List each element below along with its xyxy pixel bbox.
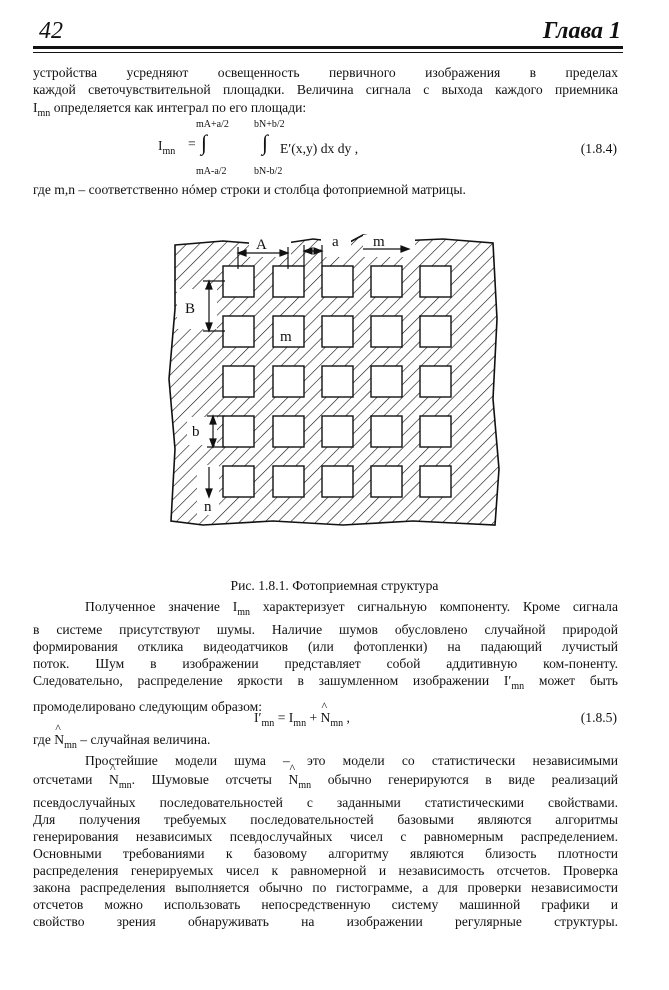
- header-rule: [33, 46, 623, 49]
- label-n: n: [204, 499, 212, 515]
- text-line: генерирования независимых псевдослучайных чисел с равномерным распределением.: [33, 829, 618, 844]
- eq-lhs: $I_{mn}$: [158, 138, 176, 157]
- detector-cell: [273, 366, 304, 397]
- detector-cell: [223, 366, 254, 397]
- integral-sign: ∫: [262, 130, 269, 155]
- text-line: отсчетами ^ $N_{mn}$. Шумовые отсчеты ^ $N_{mn}$ обычно генерируются в виде реализаций: [33, 771, 618, 794]
- eq-equals: =: [188, 136, 196, 151]
- detector-cell: [322, 366, 353, 397]
- detector-cell: [223, 316, 254, 347]
- int2-upper: bN+b/2: [254, 119, 285, 130]
- detector-cell: [273, 466, 304, 497]
- eq-1-8-5-body: $I'_{mn} = I_{mn}$ + ^ $N_{mn}$ ,: [254, 710, 350, 729]
- detector-cell: [420, 466, 451, 497]
- text-line: Следовательно, распределение яркости в зашумленном изображении $I'_{mn}$ может быть: [33, 673, 619, 692]
- int1-upper: mA+a/2: [196, 119, 229, 130]
- label-a: a: [332, 234, 339, 250]
- detector-cell: [273, 416, 304, 447]
- detector-cell: [420, 416, 451, 447]
- detector-cell: [371, 316, 402, 347]
- detector-cell: [420, 366, 451, 397]
- paragraph-1: [33, 598, 618, 715]
- equation-number: (1.8.4): [580, 141, 617, 156]
- detector-cell: [371, 466, 402, 497]
- detector-cell: [371, 266, 402, 297]
- text-line: в системе присутствуют шумы. Наличие шумов обусловлено случайной природой: [33, 622, 618, 637]
- running-header: [33, 18, 623, 46]
- detector-cell: [322, 266, 353, 297]
- text-line: устройства усредняют освещенность первичного изображения в пределах: [33, 65, 618, 80]
- text-line: распределения генерируемых чисел к равномерной и независимость отсчетов. Проверка: [33, 863, 618, 878]
- text-line: свойство зрения обнаруживать на изображении регулярные структуры.: [33, 914, 618, 929]
- detector-cell: [420, 266, 451, 297]
- chapter-title: Глава 1: [542, 18, 621, 44]
- int2-lower: bN-b/2: [254, 166, 283, 177]
- integrand: E′(x,y) dx dy ,: [280, 141, 359, 156]
- text-line: отсчетов можно использовать непосредственную систему машинной графики и: [33, 897, 618, 912]
- detector-cell: [223, 466, 254, 497]
- integral-sign: ∫: [201, 130, 208, 155]
- after-eq-1-8-5: где ^ $N_{mn}$ – случайная величина.: [33, 731, 618, 754]
- int1-lower: mA-a/2: [196, 166, 227, 177]
- detector-cell: [223, 416, 254, 447]
- label-m-top: m: [373, 234, 385, 250]
- label-b: b: [192, 424, 200, 440]
- photodetector-structure-figure: [163, 229, 503, 529]
- header-rule-thin: [33, 52, 623, 53]
- label-A: A: [256, 237, 267, 253]
- label-m-cell: m: [280, 329, 292, 345]
- detector-cell: [420, 316, 451, 347]
- detector-cell: [371, 416, 402, 447]
- text-line: $I_{mn}$ определяется как интеграл по его площади:: [33, 100, 307, 119]
- intro-paragraph: [33, 64, 618, 122]
- text-line: поток. Шум в изображении представляет собой аддитивную ком-поненту.: [33, 656, 618, 671]
- text-line: закона распределения выполняется обычно по гистограмме, а для проверки независимости: [33, 880, 618, 895]
- text-line: промоделировано следующим образом:: [33, 699, 262, 714]
- text-line: псевдослучайных последовательностей с заданными статистическими свойствами.: [33, 795, 618, 810]
- page-number: 42: [39, 18, 63, 44]
- detector-cell: [322, 416, 353, 447]
- detector-cell: [322, 316, 353, 347]
- text-line: формирования отклика видеодатчиков (или фотопленки) на падающий лучистый: [33, 639, 618, 654]
- text-line: Для получения требуемых последовательностей базовыми являются алгоритмы: [33, 812, 618, 827]
- detector-cell: [223, 266, 254, 297]
- equation-number: (1.8.5): [580, 710, 617, 725]
- after-eq-line: где m,n – соответственно нóмер строки и столбца фотоприемной матрицы.: [33, 182, 466, 197]
- detector-cell: [322, 466, 353, 497]
- label-B: B: [185, 301, 196, 317]
- text-line: Основными требованиями к базовому алгоритму являются близость плотности: [33, 846, 618, 861]
- detector-cell: [371, 366, 402, 397]
- detector-cell: [273, 266, 304, 297]
- text-line: Полученное значение $I_{mn}$ характеризует сигнальную компоненту. Кроме сигнала: [85, 599, 618, 618]
- text-line: Простейшие модели шума – это модели со статистически независимыми: [85, 753, 618, 768]
- text-line: каждой светочувствительной площадки. Величина сигнала с выхода каждого приемника: [33, 82, 618, 97]
- figure-caption: Рис. 1.8.1. Фотоприемная структура: [230, 578, 439, 593]
- paragraph-2: [33, 752, 618, 930]
